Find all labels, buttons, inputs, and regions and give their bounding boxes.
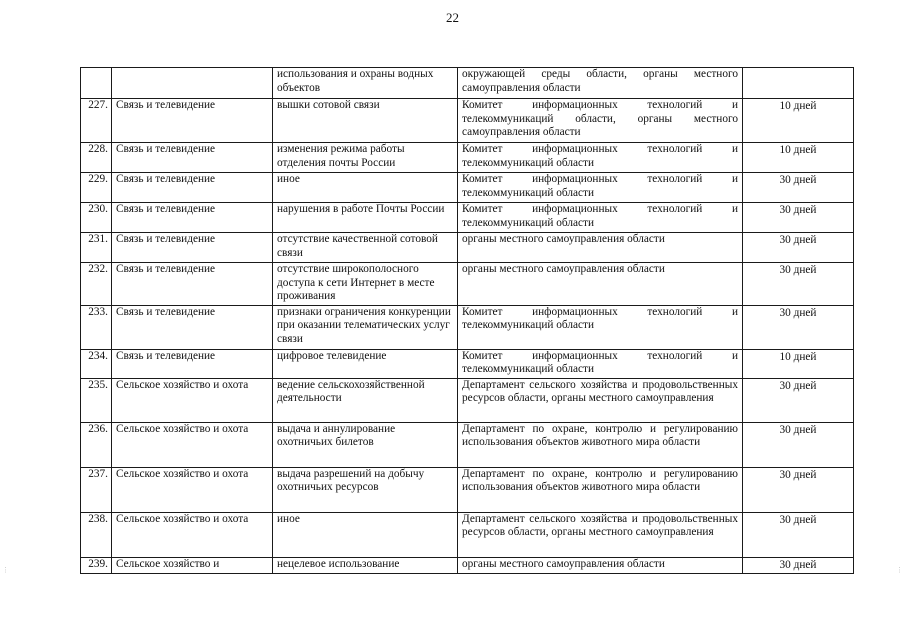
row-number: 236. bbox=[81, 422, 112, 467]
row-theme: иное bbox=[273, 173, 458, 203]
row-term: 10 дней bbox=[743, 349, 854, 378]
row-organ: Комитет информационных технологий и телекоммуникаций области bbox=[458, 349, 743, 378]
row-theme: признаки ограничения конкуренции при оказании телематических услуг связи bbox=[273, 305, 458, 349]
row-theme: вышки сотовой связи bbox=[273, 99, 458, 143]
row-category: Связь и телевидение bbox=[112, 349, 273, 378]
row-term: 10 дней bbox=[743, 99, 854, 143]
table-row bbox=[81, 557, 854, 574]
row-number: 230. bbox=[81, 203, 112, 233]
row-theme: выдача и аннулирование охотничьих билетов bbox=[273, 422, 458, 467]
row-term: 30 дней bbox=[743, 467, 854, 512]
row-theme: иное bbox=[273, 512, 458, 557]
row-organ: органы местного самоуправления области bbox=[458, 557, 743, 574]
row-organ: Департамент сельского хозяйства и продовольственных ресурсов области, органы местного самоуправления bbox=[458, 512, 743, 557]
row-term bbox=[743, 68, 854, 99]
row-number: 229. bbox=[81, 173, 112, 203]
table-row bbox=[81, 143, 854, 173]
row-organ: Департамент сельского хозяйства и продовольственных ресурсов области, органы местного самоуправления bbox=[458, 378, 743, 422]
row-number: 238. bbox=[81, 512, 112, 557]
row-category bbox=[112, 68, 273, 99]
row-category: Связь и телевидение bbox=[112, 305, 273, 349]
table-row bbox=[81, 263, 854, 306]
row-organ: окружающей среды области, органы местного самоуправления области bbox=[458, 68, 743, 99]
table-row bbox=[81, 467, 854, 512]
row-number bbox=[81, 68, 112, 99]
row-category: Сельское хозяйство и охота bbox=[112, 378, 273, 422]
row-theme: выдача разрешений на добычу охотничьих ресурсов bbox=[273, 467, 458, 512]
row-number: 233. bbox=[81, 305, 112, 349]
row-organ: Комитет информационных технологий и телекоммуникаций области, органы местного самоуправления области bbox=[458, 99, 743, 143]
row-theme: отсутствие широкополосного доступа к сети Интернет в месте проживания bbox=[273, 263, 458, 306]
appeals-table bbox=[80, 67, 854, 574]
row-category: Связь и телевидение bbox=[112, 263, 273, 306]
row-category: Связь и телевидение bbox=[112, 203, 273, 233]
row-category: Сельское хозяйство и охота bbox=[112, 422, 273, 467]
scan-edge-mark: ⋮ bbox=[2, 566, 9, 574]
row-number: 227. bbox=[81, 99, 112, 143]
table-row bbox=[81, 233, 854, 263]
row-term: 30 дней bbox=[743, 557, 854, 574]
row-organ: Департамент по охране, контролю и регулированию использования объектов животного мира области bbox=[458, 422, 743, 467]
scan-edge-mark: ⋮ bbox=[896, 566, 903, 574]
row-number: 234. bbox=[81, 349, 112, 378]
row-number: 231. bbox=[81, 233, 112, 263]
row-category: Связь и телевидение bbox=[112, 143, 273, 173]
row-number: 239. bbox=[81, 557, 112, 574]
row-organ: органы местного самоуправления области bbox=[458, 263, 743, 306]
row-organ: Комитет информационных технологий и телекоммуникаций области bbox=[458, 305, 743, 349]
table-row bbox=[81, 349, 854, 378]
page-number: 22 bbox=[446, 10, 459, 25]
table-row bbox=[81, 305, 854, 349]
row-category: Сельское хозяйство и охота bbox=[112, 467, 273, 512]
row-term: 30 дней bbox=[743, 378, 854, 422]
row-theme: изменения режима работы отделения почты России bbox=[273, 143, 458, 173]
row-organ: Департамент по охране, контролю и регулированию использования объектов животного мира области bbox=[458, 467, 743, 512]
row-number: 232. bbox=[81, 263, 112, 306]
row-term: 30 дней bbox=[743, 512, 854, 557]
row-category: Связь и телевидение bbox=[112, 173, 273, 203]
row-number: 228. bbox=[81, 143, 112, 173]
table-body bbox=[81, 68, 854, 574]
row-term: 30 дней bbox=[743, 173, 854, 203]
row-category: Сельское хозяйство и охота bbox=[112, 512, 273, 557]
table-row bbox=[81, 378, 854, 422]
table-row bbox=[81, 422, 854, 467]
row-theme: нарушения в работе Почты России bbox=[273, 203, 458, 233]
row-term: 30 дней bbox=[743, 233, 854, 263]
row-theme: нецелевое использование bbox=[273, 557, 458, 574]
row-organ: Комитет информационных технологий и телекоммуникаций области bbox=[458, 173, 743, 203]
table-row bbox=[81, 99, 854, 143]
row-term: 10 дней bbox=[743, 143, 854, 173]
row-theme: ведение сельскохозяйственной деятельности bbox=[273, 378, 458, 422]
row-organ: органы местного самоуправления области bbox=[458, 233, 743, 263]
row-theme: цифровое телевидение bbox=[273, 349, 458, 378]
row-number: 235. bbox=[81, 378, 112, 422]
row-term: 30 дней bbox=[743, 203, 854, 233]
row-category: Связь и телевидение bbox=[112, 99, 273, 143]
row-term: 30 дней bbox=[743, 263, 854, 306]
row-category: Связь и телевидение bbox=[112, 233, 273, 263]
row-theme: отсутствие качественной сотовой связи bbox=[273, 233, 458, 263]
row-term: 30 дней bbox=[743, 305, 854, 349]
row-term: 30 дней bbox=[743, 422, 854, 467]
row-organ: Комитет информационных технологий и телекоммуникаций области bbox=[458, 143, 743, 173]
row-organ: Комитет информационных технологий и телекоммуникаций области bbox=[458, 203, 743, 233]
table-row bbox=[81, 68, 854, 99]
table-row bbox=[81, 203, 854, 233]
row-number: 237. bbox=[81, 467, 112, 512]
table-row bbox=[81, 173, 854, 203]
table-row bbox=[81, 512, 854, 557]
row-category: Сельское хозяйство и bbox=[112, 557, 273, 574]
row-theme: использования и охраны водных объектов bbox=[273, 68, 458, 99]
